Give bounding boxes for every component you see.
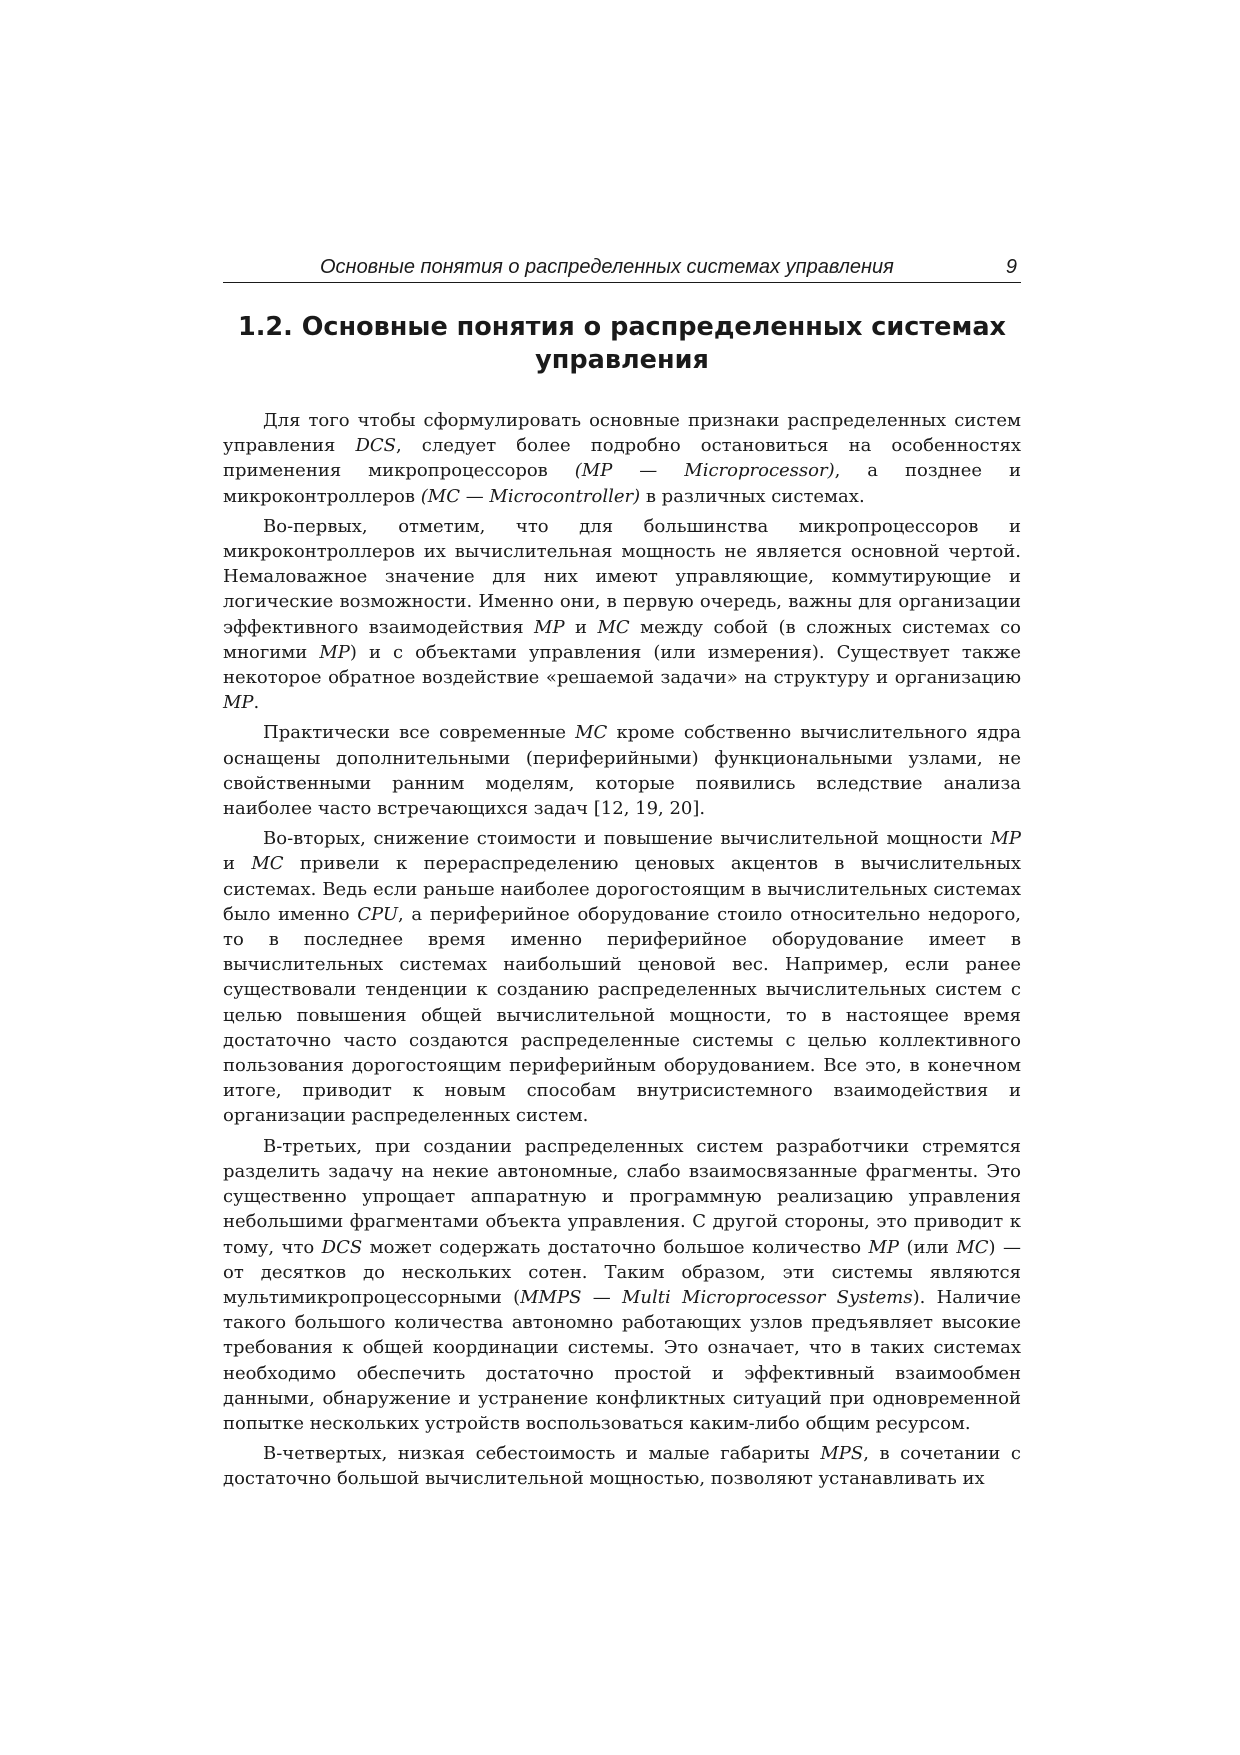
book-page: [223, 252, 1021, 1492]
text-run: Во-вторых, снижение стоимости и повышение вычислительной мощности: [263, 828, 991, 850]
text-run: , следует более подробно остановиться на особенностях применения микропроцессоров: [223, 435, 1021, 482]
paragraph: [223, 826, 1021, 1128]
text-run: В-четвертых, низкая себестоимость и малые габариты: [263, 1443, 821, 1465]
text-run: Во-первых, отметим, что для большинства микропроцессоров и микроконтроллеров их вычислительная мощность не является основной чертой. Немаловажное значение для них имеют управляющие, коммутирующие и логические возможности. Именно они, в первую очередь, важны для организации эффективного взаимодействия: [223, 515, 1021, 638]
text-run: Практически все современные: [263, 722, 576, 744]
text-run: и: [223, 853, 252, 875]
italic-term: MP: [534, 616, 565, 638]
italic-term: DCS: [321, 1236, 363, 1258]
italic-term: MC: [575, 722, 608, 744]
text-run: (или: [899, 1236, 957, 1258]
italic-term: (MP — Microprocessor): [574, 460, 835, 482]
italic-term: MPS: [820, 1443, 864, 1465]
text-run: между собой (в сложных системах со многими: [223, 616, 1021, 663]
paragraph: [223, 408, 1021, 509]
text-run: в различных системах.: [640, 485, 865, 507]
paragraph: [223, 720, 1021, 821]
text-run: ) — от десятков до нескольких сотен. Таким образом, эти системы являются мультимикропроцессорными (: [223, 1236, 1021, 1308]
text-run: , в сочетании с достаточно большой вычислительной мощностью, позволяют устанавливать их: [223, 1443, 1021, 1490]
text-run: Для того чтобы сформулировать основные признаки распределенных систем управления: [223, 410, 1021, 457]
section-heading-line-2: управления: [535, 345, 709, 375]
paragraph: [223, 514, 1021, 716]
running-title: Основные понятия о распределенных системах управления: [320, 256, 894, 278]
paragraph: [223, 1441, 1021, 1491]
italic-term: CPU: [357, 903, 399, 925]
italic-term: (MC — Microcontroller): [420, 485, 641, 507]
italic-term: MP: [223, 692, 254, 714]
paragraph: [223, 1134, 1021, 1436]
running-header: [223, 252, 1021, 283]
italic-term: MP: [868, 1236, 900, 1258]
italic-term: DCS: [355, 435, 397, 457]
text-run: , а позднее и микроконтроллеров: [223, 460, 1021, 507]
text-run: В-третьих, при создании распределенных систем разработчики стремятся разделить задачу на некие автономные, слабо взаимосвязанные фрагменты. Это существенно упрощает аппаратную и программную реализацию управления небольшими фрагментами объекта управления. С другой стороны, это приводит к тому, что: [223, 1135, 1021, 1258]
text-run: может содержать достаточно большое количество: [362, 1236, 869, 1258]
text-run: , а периферийное оборудование стоило относительно недорого, то в последнее время именно периферийное оборудование имеет в вычислительных системах наибольший ценовой вес. Например, если ранее существовали тенденции к созданию распределенных вычислительных систем с целью повышения общей вычислительной мощности, то в настоящее время достаточно часто создаются распределенные системы с целью коллективного пользования дорогостоящим периферийным оборудованием. Все это, в конечном итоге, приводит к новым способам внутрисистемного взаимодействия и организации распределенных систем.: [223, 903, 1021, 1127]
text-run: ) и с объектами управления (или измерения). Существует также некоторое обратное воздействие «решаемой задачи» на структуру и организацию: [223, 641, 1022, 689]
section-heading-line-1: 1.2. Основные понятия о распределенных системах: [238, 312, 1006, 342]
italic-term: MC: [251, 853, 284, 875]
italic-term: MP: [319, 641, 350, 663]
italic-term: MC: [956, 1236, 989, 1258]
italic-term: MMPS — Multi Microprocessor Systems: [520, 1286, 913, 1308]
text-run: .: [253, 692, 260, 714]
text-run: и: [564, 616, 598, 638]
body-text: [223, 408, 1021, 1492]
italic-term: MC: [597, 616, 630, 638]
italic-term: MP: [990, 828, 1021, 850]
text-run: кроме собственно вычислительного ядра оснащены дополнительными (периферийными) функциональными узлами, не свойственными ранним моделям, которые появились вследствие анализа наиболее часто встречающихся задач [12, 19, 20].: [223, 722, 1021, 820]
section-heading: [223, 311, 1021, 377]
text-run: ). Наличие такого большого количества автономно работающих узлов предъявляет высокие требования к общей координации системы. Это означает, что в таких системах необходимо обеспечить достаточно простой и эффективный взаимообмен данными, обнаружение и устранение конфликтных ситуаций при одновременной попытке нескольких устройств воспользоваться каким-либо общим ресурсом.: [223, 1286, 1021, 1434]
page-number: 9: [1005, 256, 1017, 278]
text-run: привели к перераспределению ценовых акцентов в вычислительных системах. Ведь если раньше наиболее дорогостоящим в вычислительных системах было именно: [223, 853, 1021, 925]
